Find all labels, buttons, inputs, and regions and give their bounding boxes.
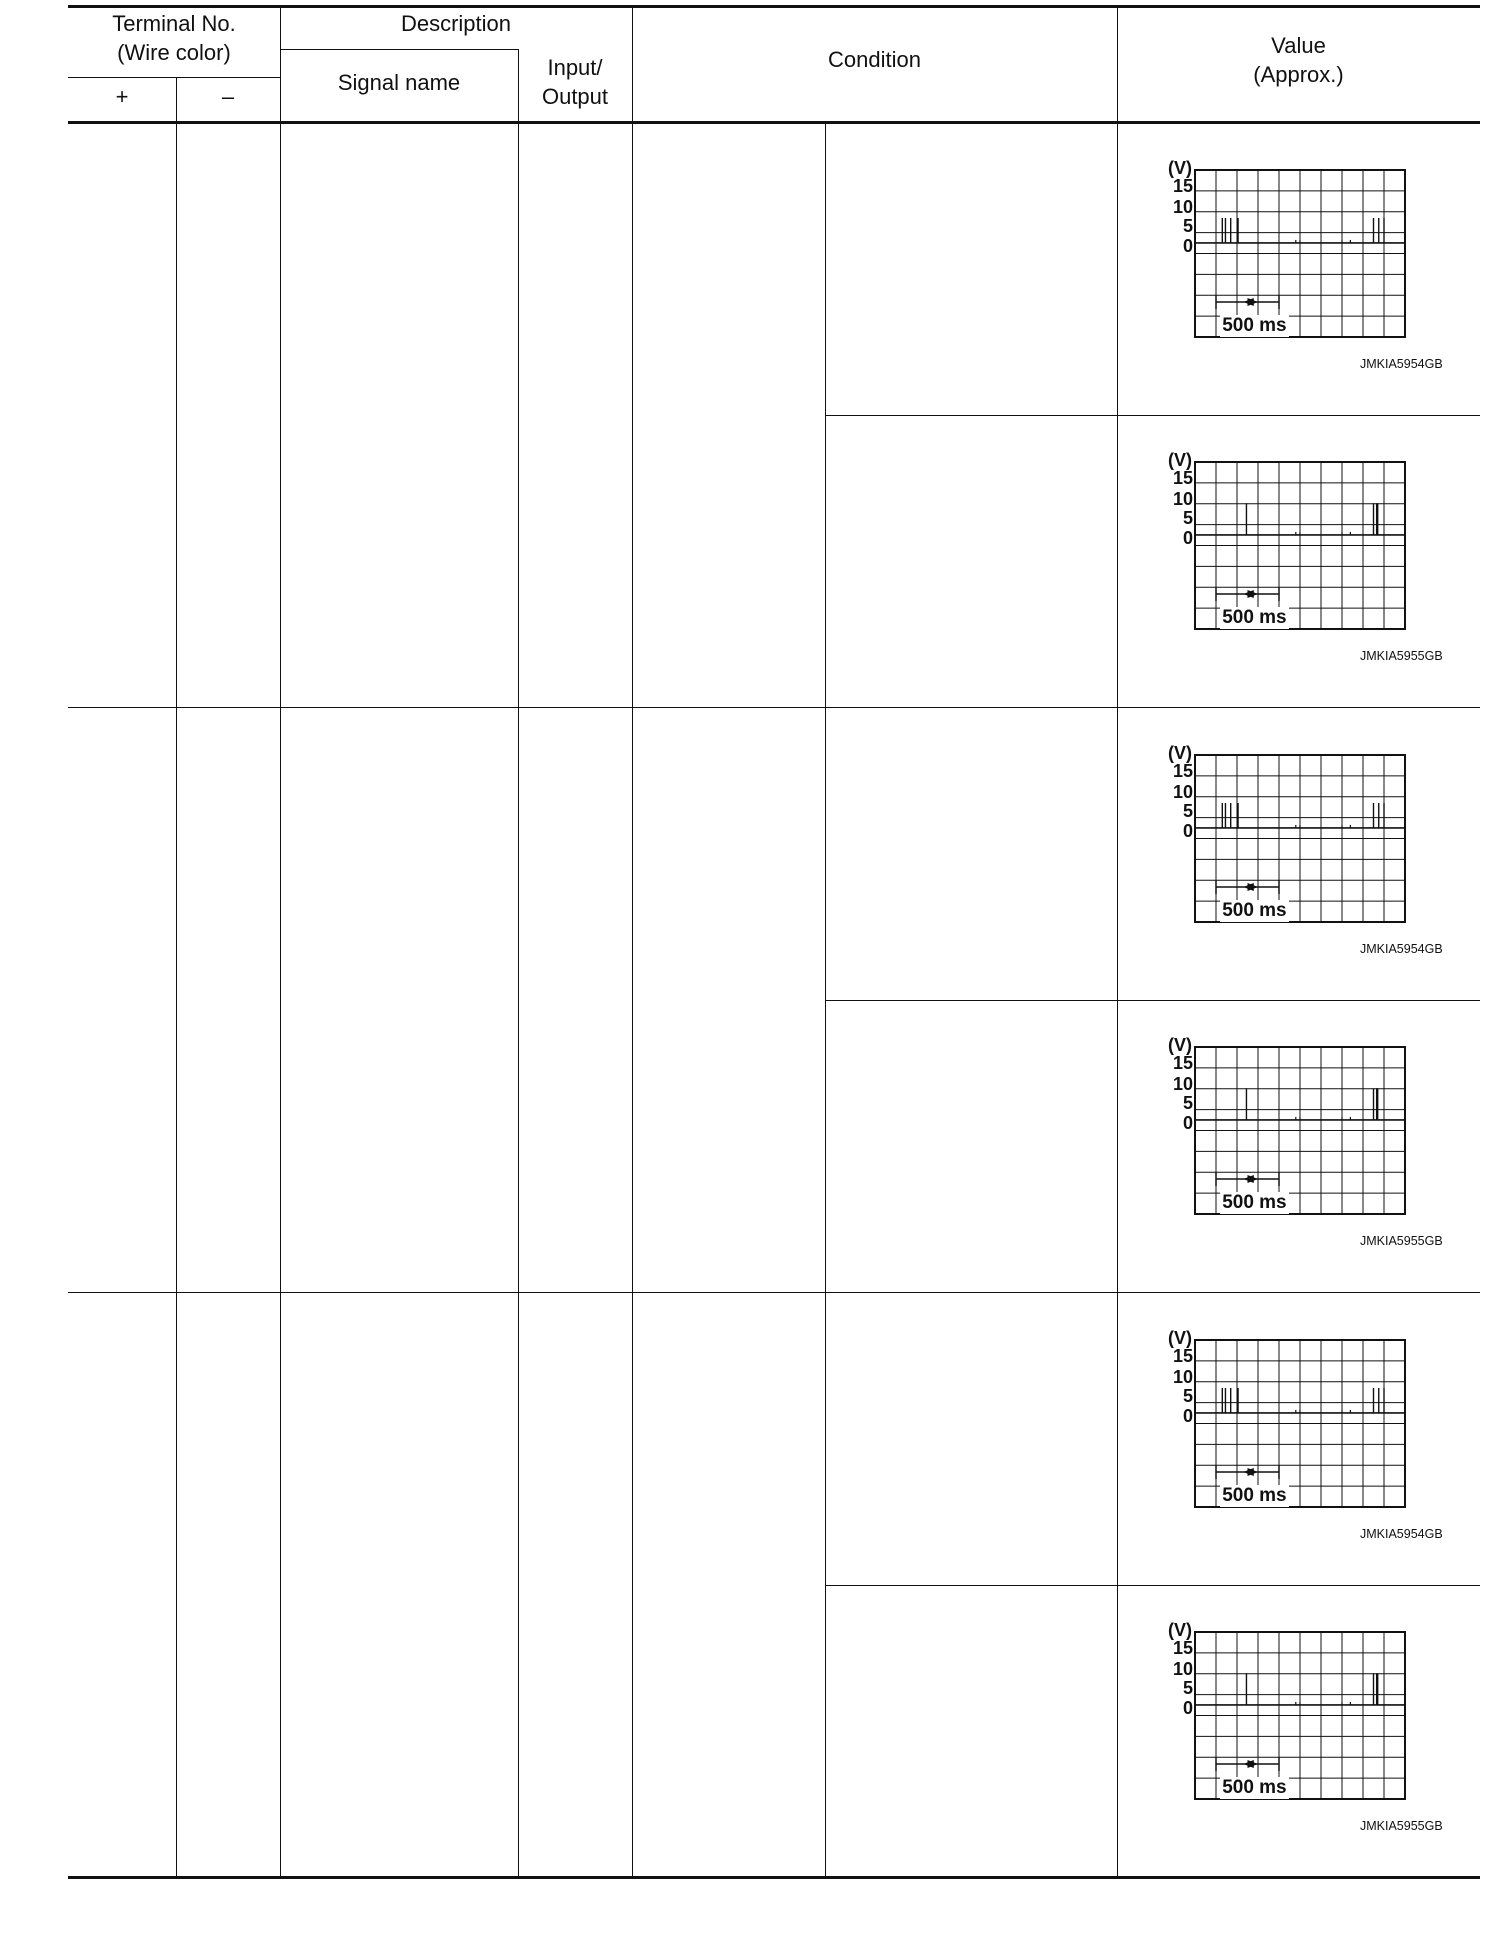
header-signal-name: Signal name — [337, 70, 461, 95]
col-rule — [1117, 5, 1118, 1877]
header-rule — [68, 77, 280, 78]
header-value: Value (Approx.) — [1253, 33, 1344, 87]
col-rule — [518, 49, 519, 1877]
y-axis-tick-label: 15 — [1172, 761, 1193, 781]
figure-code: JMKIA5955GB — [1360, 1819, 1443, 1833]
header-rule — [280, 49, 518, 50]
y-axis-tick-label: 5 — [1182, 1093, 1193, 1113]
y-axis-tick-label: 15 — [1172, 1053, 1193, 1073]
waveform-graph — [1160, 1035, 1480, 1261]
time-division-label: 500 ms — [1222, 315, 1287, 336]
waveform-graph — [1160, 1328, 1480, 1554]
y-axis-unit: (V) — [1168, 1620, 1192, 1640]
y-axis-tick-label: 5 — [1182, 801, 1193, 821]
figure-code: JMKIA5955GB — [1360, 649, 1443, 663]
col-rule — [280, 5, 281, 1877]
waveform-graph — [1160, 450, 1480, 676]
y-axis-tick-label: 15 — [1172, 1638, 1193, 1658]
oscilloscope-svg — [1160, 1039, 1480, 1261]
y-axis-tick-label: 10 — [1172, 1659, 1193, 1679]
y-axis-unit: (V) — [1168, 450, 1192, 470]
sub-row-rule — [825, 1000, 1480, 1001]
y-axis-tick-label: 0 — [1182, 1406, 1193, 1426]
y-axis-tick-label: 0 — [1182, 528, 1193, 548]
oscilloscope-svg — [1160, 1332, 1480, 1554]
sub-row-rule — [825, 1585, 1480, 1586]
y-axis-tick-label: 5 — [1182, 1386, 1193, 1406]
y-axis-tick-label: 5 — [1182, 1678, 1193, 1698]
sub-row-rule — [825, 415, 1480, 416]
figure-code: JMKIA5954GB — [1360, 942, 1443, 956]
header-description: Description — [400, 11, 512, 36]
oscilloscope-svg — [1160, 1624, 1480, 1846]
waveform-graph — [1160, 1620, 1480, 1846]
col-rule — [632, 5, 633, 1877]
header-minus: – — [221, 84, 235, 109]
y-axis-tick-label: 0 — [1182, 821, 1193, 841]
y-axis-tick-label: 10 — [1172, 489, 1193, 509]
header-plus: + — [115, 84, 129, 109]
oscilloscope-svg — [1160, 747, 1480, 969]
header-terminal-no: Terminal No. — [112, 11, 236, 36]
y-axis-tick-label: 15 — [1172, 468, 1193, 488]
y-axis-unit: (V) — [1168, 1328, 1192, 1348]
col-rule — [825, 122, 826, 1877]
waveform-graph — [1160, 158, 1480, 384]
y-axis-tick-label: 0 — [1182, 1698, 1193, 1718]
y-axis-tick-label: 10 — [1172, 1074, 1193, 1094]
time-division-label: 500 ms — [1222, 1192, 1287, 1213]
oscilloscope-svg — [1160, 162, 1480, 384]
waveform-graph — [1160, 743, 1480, 969]
y-axis-tick-label: 0 — [1182, 1113, 1193, 1133]
y-axis-unit: (V) — [1168, 158, 1192, 178]
y-axis-tick-label: 10 — [1172, 1367, 1193, 1387]
y-axis-tick-label: 5 — [1182, 216, 1193, 236]
col-rule — [176, 77, 177, 1877]
header-input-output: Input/ Output — [541, 55, 609, 109]
figure-code: JMKIA5954GB — [1360, 357, 1443, 371]
header-wire-color: (Wire color) — [117, 40, 231, 65]
figure-code: JMKIA5954GB — [1360, 1527, 1443, 1541]
y-axis-unit: (V) — [1168, 743, 1192, 763]
time-division-label: 500 ms — [1222, 1777, 1287, 1798]
y-axis-tick-label: 10 — [1172, 782, 1193, 802]
time-division-label: 500 ms — [1222, 900, 1287, 921]
y-axis-tick-label: 15 — [1172, 1346, 1193, 1366]
time-division-label: 500 ms — [1222, 607, 1287, 628]
y-axis-tick-label: 0 — [1182, 236, 1193, 256]
oscilloscope-svg — [1160, 454, 1480, 676]
header-condition: Condition — [828, 47, 921, 72]
y-axis-tick-label: 10 — [1172, 197, 1193, 217]
time-division-label: 500 ms — [1222, 1485, 1287, 1506]
y-axis-unit: (V) — [1168, 1035, 1192, 1055]
y-axis-tick-label: 15 — [1172, 176, 1193, 196]
y-axis-tick-label: 5 — [1182, 508, 1193, 528]
figure-code: JMKIA5955GB — [1360, 1234, 1443, 1248]
